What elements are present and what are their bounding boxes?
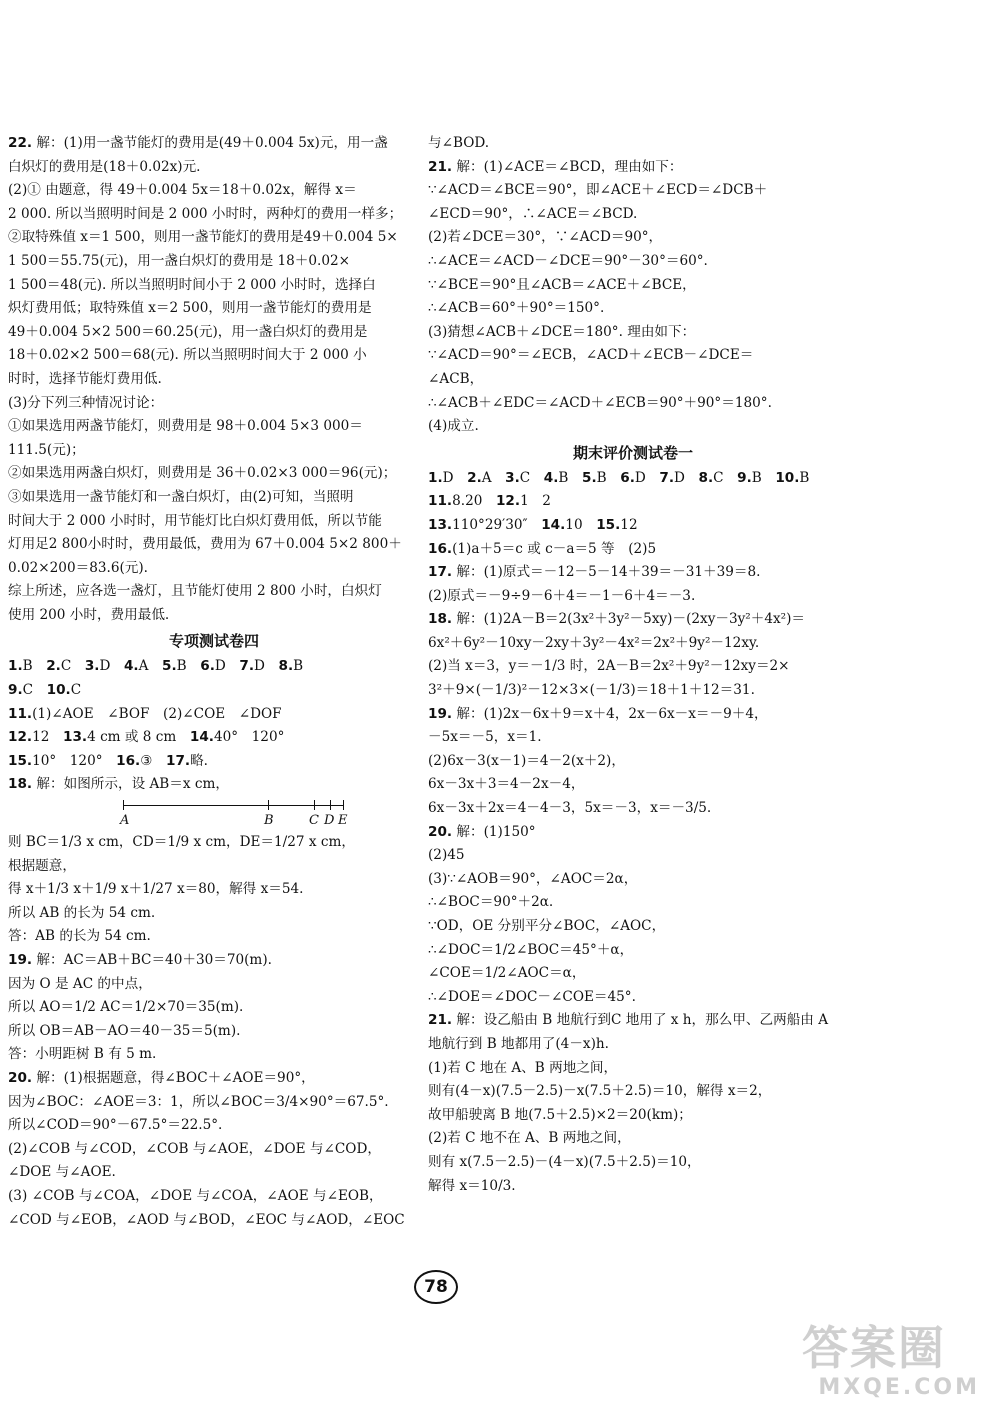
label-c: C — [309, 813, 319, 829]
text-line: (3) ∠COB 与∠COA，∠DOE 与∠COA，∠AOE 与∠EOB， — [8, 1187, 383, 1204]
text-line: (2)45 — [428, 847, 465, 864]
text-line: 所以 OB＝AB－AO＝40－35＝5(m). — [8, 1022, 241, 1039]
text-line: 18. 解：(1)2A－B＝2(3x²＋3y²－5xy)－(2xy－3y²＋4x²)＝ — [428, 611, 805, 628]
segment-line — [123, 805, 343, 806]
text-line: 11.8.20 12.1 2 — [428, 493, 551, 510]
text-line: 答：AB 的长为 54 cm. — [8, 928, 151, 945]
text-line: 13.110°29′30″ 14.10 15.12 — [428, 516, 638, 533]
text-line: 所以 AO＝1/2 AC＝1/2×70＝35(m). — [8, 999, 244, 1016]
problems-18-20-block — [8, 831, 420, 1232]
text-line: (1)若 C 地在 A、B 两地之间， — [428, 1059, 618, 1076]
text-line: ∵OD，OE 分别平分∠BOC，∠AOC， — [428, 918, 666, 934]
text-line: 1 500＝48(元). 所以当照明时间小于 2 000 小时时，选择白 — [8, 276, 376, 293]
text-line: ∠ECD＝90°，∴∠ACE＝∠BCD. — [428, 205, 638, 222]
text-line: 则有 x(7.5－2.5)－(4－x)(7.5＋2.5)＝10， — [428, 1153, 701, 1170]
text-line: (2)原式＝－9÷9－6＋4＝－1－6＋4＝－3. — [428, 587, 696, 604]
text-line: 17. 解：(1)原式＝－12－5－14＋39＝－31＋39＝8. — [428, 564, 761, 581]
page-number: 78 — [414, 1270, 458, 1304]
text-line: 地航行到 B 地都用了(4－x)h. — [428, 1035, 609, 1052]
text-line: 18. 解：如图所示，设 AB＝x cm， — [8, 776, 229, 793]
watermark-url: MXQE.COM — [818, 1375, 980, 1400]
text-line: (4)成立. — [428, 418, 479, 435]
text-line: ②取特殊值 x＝1 500，则用一盏节能灯的费用是49＋0.004 5× — [8, 229, 398, 246]
label-a: A — [120, 813, 130, 829]
text-line: ∵∠ACD＝∠BCE＝90°，即∠ACE＋∠ECD＝∠DCB＋ — [428, 182, 768, 199]
text-line: (2)① 由题意，得 49＋0.004 5x＝18＋0.02x，解得 x＝ — [8, 182, 357, 199]
final-test-1-answers — [428, 467, 838, 1198]
problem-22-block — [8, 132, 420, 627]
text-line: 故甲船驶离 B 地(7.5＋2.5)×2＝20(km)； — [428, 1106, 692, 1123]
line-segment-figure — [8, 797, 420, 831]
text-line: 22. 解：(1)用一盏节能灯的费用是(49＋0.004 5x)元，用一盏 — [8, 135, 388, 151]
label-b: B — [264, 813, 274, 829]
text-line: 2 000. 所以当照明时间是 2 000 小时时，两种灯的费用一样多； — [8, 205, 403, 222]
text-line: 21. 解：(1)∠ACE＝∠BCD，理由如下： — [428, 158, 683, 175]
text-line: 0.02×200＝83.6(元). — [8, 559, 148, 576]
text-line: (2)6x－3(x－1)＝4－2(x＋2)， — [428, 752, 625, 769]
text-line: 12.12 13.4 cm 或 8 cm 14.40° 120° — [8, 729, 285, 746]
text-line: 使用 200 小时，费用最低. — [8, 606, 170, 623]
text-line: ∠ACB， — [428, 370, 484, 387]
text-line: 19. 解：(1)2x－6x＋9＝x＋4，2x－6x－x＝－9＋4， — [428, 705, 768, 722]
text-line: ②如果选用两盏白炽灯，则费用是 36＋0.02×3 000＝96(元)； — [8, 465, 397, 482]
text-line: 6x－3x＋2x＝4－4－3，5x＝－3，x＝－3/5. — [428, 800, 712, 817]
label-d: D — [324, 813, 335, 829]
text-line: ∴∠DOC＝1/2∠BOC＝45°＋α， — [428, 941, 634, 958]
text-line: ∴∠DOE＝∠DOC－∠COE＝45°. — [428, 988, 636, 1005]
text-line: 得 x＋1/3 x＋1/9 x＋1/27 x＝80，解得 x＝54. — [8, 881, 304, 898]
section-heading-special-test-4: 专项测试卷四 — [168, 632, 259, 651]
text-line: 白炽灯的费用是(18＋0.02x)元. — [8, 158, 201, 175]
left-column — [8, 132, 420, 1232]
text-line: －5x＝－5，x＝1. — [428, 729, 542, 746]
watermark-text: 答案圈 — [802, 1321, 946, 1375]
text-line: 综上所述，应各选一盏灯，且节能灯使用 2 800 小时，白炽灯 — [8, 583, 382, 600]
text-line: 则 BC＝1/3 x cm，CD＝1/9 x cm，DE＝1/27 x cm， — [8, 834, 355, 851]
text-line: ③如果选用一盏节能灯和一盏白炽灯，由(2)可知，当照明 — [8, 488, 354, 505]
text-line: 则有(4－x)(7.5－2.5)－x(7.5＋2.5)＝10，解得 x＝2， — [428, 1083, 772, 1100]
text-line: 111.5(元)； — [8, 441, 85, 458]
text-line: (3)猜想∠ACB＋∠DCE＝180°. 理由如下： — [428, 323, 696, 340]
problem-21-block — [428, 132, 838, 439]
text-line: 20. 解：(1)根据题意，得∠BOC＋∠AOE＝90°， — [8, 1069, 315, 1086]
text-line: 6x²＋6y²－10xy－2xy＋3y²－4x²＝2x²＋9y²－12xy. — [428, 634, 760, 651]
text-line: ∠COD 与∠EOB，∠AOD 与∠BOD，∠EOC 与∠AOD，∠EOC — [8, 1211, 405, 1228]
right-column — [428, 132, 838, 1198]
text-line: ①如果选用两盏节能灯，则费用是 98＋0.004 5×3 000＝ — [8, 418, 363, 435]
text-line: ∠DOE 与∠AOE. — [8, 1164, 116, 1181]
text-line: ∴∠BOC＝90°＋2α. — [428, 894, 554, 911]
text-line: 所以∠COD＝90°－67.5°＝22.5°. — [8, 1117, 223, 1134]
label-e: E — [338, 813, 348, 829]
text-line: ∴∠ACB＋∠EDC＝∠ACD＋∠ECB＝90°＋90°＝180°. — [428, 394, 772, 411]
text-line: (2)∠COB 与∠COD，∠COB 与∠AOE，∠DOE 与∠COD， — [8, 1140, 381, 1157]
text-line: 15.10° 120° 16.③ 17.略. — [8, 752, 209, 769]
text-line: (2)当 x＝3，y＝－1/3 时，2A－B＝2x²＋9y²－12xy＝2× — [428, 658, 790, 675]
text-line: 18＋0.02×2 500＝68(元). 所以当照明时间大于 2 000 小 — [8, 347, 367, 364]
text-line: 6x－3x＋3＝4－2x－4， — [428, 776, 585, 793]
text-line: (3)分下列三种情况讨论： — [8, 394, 164, 411]
text-line: ∠COE＝1/2∠AOC＝α， — [428, 965, 586, 982]
text-line: ∴∠ACB＝60°＋90°＝150°. — [428, 300, 605, 317]
text-line: 20. 解：(1)150° — [428, 823, 536, 840]
special-test-4-answers — [8, 655, 420, 797]
text-line: 11.(1)∠AOE ∠BOF (2)∠COE ∠DOF — [8, 705, 282, 722]
text-line: (2)若∠DCE＝30°，∵∠ACD＝90°， — [428, 229, 663, 246]
text-line: 时时，选择节能灯费用低. — [8, 370, 162, 387]
text-line: 答：小明距树 B 有 5 m. — [8, 1046, 157, 1063]
section-heading-final-test-1: 期末评价测试卷一 — [572, 443, 693, 462]
watermark-logo — [802, 1321, 992, 1416]
text-line: 3²＋9×(－1/3)²－12×3×(－1/3)＝18＋1＋12＝31. — [428, 682, 755, 699]
text-line: 16.(1)a＋5＝c 或 c－a＝5 等 (2)5 — [428, 540, 657, 557]
text-line: 灯用足2 800小时时，费用最低，费用为 67＋0.004 5×2 800＋ — [8, 536, 402, 553]
text-line: 根据题意， — [8, 857, 76, 874]
text-line: 与∠BOD. — [428, 135, 490, 151]
text-line: 21. 解：设乙船由 B 地航行到C 地用了 x h，那么甲、乙两船由 A — [428, 1012, 829, 1029]
text-line: (3)∵∠AOB＝90°，∠AOC＝2α， — [428, 870, 638, 887]
text-line: ∵∠ACD＝90°＝∠ECB，∠ACD＋∠ECB－∠DCE＝ — [428, 347, 754, 364]
text-line: 解得 x＝10/3. — [428, 1177, 516, 1194]
text-line: 时间大于 2 000 小时时，用节能灯比白炽灯费用低，所以节能 — [8, 512, 382, 529]
text-line: 19. 解：AC＝AB＋BC＝40＋30＝70(m). — [8, 952, 272, 968]
text-line: 9.C 10.C — [8, 682, 82, 699]
text-line: 49＋0.004 5×2 500＝60.25(元)，用一盏白炽灯的费用是 — [8, 323, 368, 340]
text-line: ∵∠BCE＝90°且∠ACB＝∠ACE＋∠BCE， — [428, 276, 696, 293]
text-line: 1.B 2.C 3.D 4.A 5.B 6.D 7.D 8.B — [8, 658, 304, 675]
text-line: 1 500＝55.75(元)，用一盏白炽灯的费用是 18＋0.02× — [8, 252, 351, 269]
text-line: 1.D 2.A 3.C 4.B 5.B 6.D 7.D 8.C 9.B 10.B — [428, 469, 810, 486]
text-line: 炽灯费用低；取特殊值 x＝2 500，则用一盏节能灯的费用是 — [8, 300, 372, 317]
text-line: 因为∠BOC：∠AOE＝3：1，所以∠BOC＝3/4×90°＝67.5°. — [8, 1093, 389, 1110]
text-line: ∴∠ACE＝∠ACD－∠DCE＝90°－30°＝60°. — [428, 252, 708, 269]
text-line: (2)若 C 地不在 A、B 两地之间， — [428, 1130, 631, 1147]
text-line: 所以 AB 的长为 54 cm. — [8, 904, 156, 921]
text-line: 因为 O 是 AC 的中点， — [8, 975, 152, 992]
